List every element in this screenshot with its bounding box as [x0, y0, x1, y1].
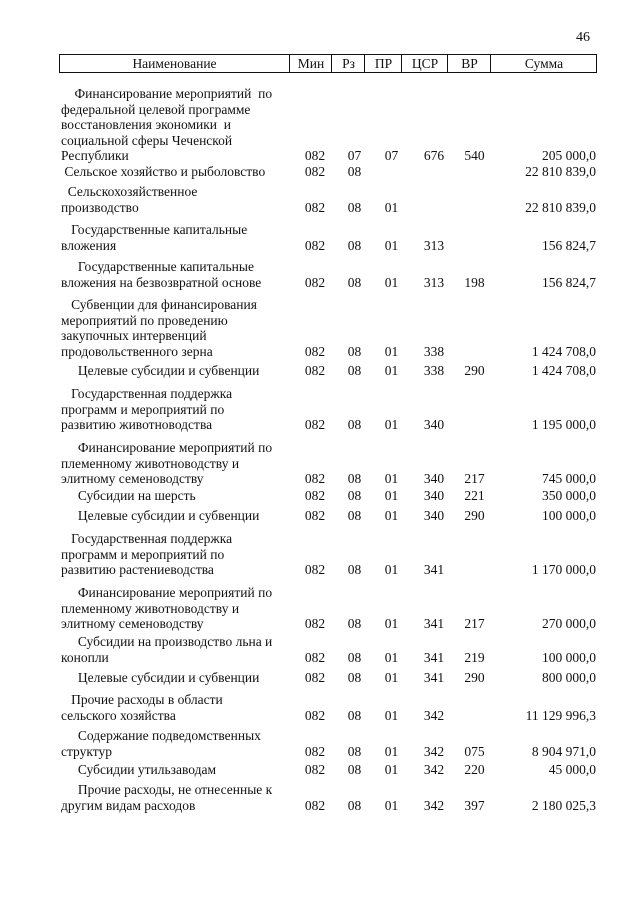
row-sum: 8 904 971,0 — [531, 743, 596, 759]
row-name — [61, 508, 289, 524]
row-rz: 08 — [347, 471, 362, 487]
row-name-line: структур — [61, 743, 112, 759]
row-sum: 156 824,7 — [542, 274, 596, 290]
row-vr: 217 — [464, 471, 485, 487]
row-min: 082 — [304, 274, 326, 290]
row-rz: 07 — [347, 148, 362, 164]
row-name-line: племенному животноводству и — [61, 600, 240, 616]
row-sum: 1 195 000,0 — [531, 417, 596, 433]
row-name-line: Финансирование мероприятий по — [61, 585, 273, 600]
row-name — [61, 488, 289, 504]
row-sum: 45 000,0 — [548, 762, 596, 777]
row-csr: 340 — [423, 471, 445, 487]
row-min: 082 — [304, 762, 326, 777]
row-csr: 341 — [423, 616, 445, 632]
row-pr: 01 — [384, 797, 399, 813]
row-min: 082 — [304, 743, 326, 759]
row-csr: 342 — [423, 707, 445, 723]
row-sum: 100 000,0 — [542, 508, 596, 523]
row-name-line: программ и мероприятий по — [61, 546, 225, 562]
row-name — [61, 670, 289, 686]
row-pr: 07 — [384, 148, 399, 164]
row-rz: 08 — [347, 199, 362, 215]
row-vr: 075 — [464, 743, 485, 759]
row-vr: 198 — [464, 274, 485, 290]
row-min: 082 — [304, 164, 326, 179]
page-number: 46 — [576, 30, 590, 45]
row-vr: 290 — [464, 508, 485, 523]
row-sum: 22 810 839,0 — [525, 164, 596, 179]
row-pr: 01 — [384, 363, 399, 378]
row-name-line: вложения — [61, 237, 117, 253]
row-min: 082 — [304, 488, 326, 503]
row-name-line: Государственная поддержка — [61, 531, 233, 546]
row-min: 082 — [304, 616, 326, 632]
row-name-line: Государственная поддержка — [61, 386, 233, 401]
row-pr: 01 — [384, 471, 399, 487]
row-vr: 219 — [464, 649, 485, 665]
row-csr: 676 — [423, 148, 445, 164]
row-name-line: социальной сферы Чеченской — [61, 132, 233, 148]
row-sum: 205 000,0 — [542, 148, 596, 164]
row-name-line: восстановления экономики и — [61, 117, 232, 133]
row-rz: 08 — [347, 164, 362, 179]
header-rz: Рз — [331, 55, 365, 72]
row-name — [61, 184, 289, 215]
row-rz: 08 — [347, 508, 362, 523]
row-csr: 341 — [423, 649, 445, 665]
row-name-line: федеральной целевой программе — [61, 101, 251, 117]
row-name-line: Сельское хозяйство и рыболовство — [61, 164, 266, 179]
row-name-line: производство — [61, 199, 139, 215]
row-name-line: Целевые субсидии и субвенции — [61, 508, 260, 523]
row-min: 082 — [304, 707, 326, 723]
row-name — [61, 363, 289, 379]
row-csr: 338 — [423, 363, 445, 378]
row-name — [61, 440, 289, 487]
row-name-line: Государственные капитальные — [61, 259, 254, 274]
row-min: 082 — [304, 237, 326, 253]
row-pr: 01 — [384, 237, 399, 253]
row-name — [61, 782, 289, 813]
row-pr: 01 — [384, 616, 399, 632]
row-pr: 01 — [384, 707, 399, 723]
row-name-line: мероприятий по проведению — [61, 312, 228, 328]
row-min: 082 — [304, 649, 326, 665]
row-sum: 1 424 708,0 — [531, 363, 596, 378]
row-name — [61, 259, 289, 290]
row-rz: 08 — [347, 562, 362, 578]
header-sum: Сумма — [490, 55, 597, 72]
row-min: 082 — [304, 343, 326, 359]
row-min: 082 — [304, 471, 326, 487]
row-csr: 340 — [423, 417, 445, 433]
row-csr: 342 — [423, 743, 445, 759]
row-rz: 08 — [347, 363, 362, 378]
row-min: 082 — [304, 199, 326, 215]
row-sum: 350 000,0 — [542, 488, 596, 503]
row-name-line: Финансирование мероприятий по — [61, 440, 273, 455]
row-name-line: Прочие расходы в области — [61, 692, 223, 707]
row-vr: 540 — [464, 148, 485, 164]
row-vr: 221 — [464, 488, 485, 503]
row-sum: 800 000,0 — [542, 670, 596, 685]
row-csr: 313 — [423, 274, 445, 290]
row-sum: 2 180 025,3 — [531, 797, 596, 813]
row-rz: 08 — [347, 237, 362, 253]
row-name-line: развитию растениеводства — [61, 562, 214, 578]
header-vr: ВР — [447, 55, 491, 72]
row-name-line: племенному животноводству и — [61, 455, 240, 471]
row-pr: 01 — [384, 743, 399, 759]
row-name — [61, 762, 289, 778]
row-rz: 08 — [347, 649, 362, 665]
row-name-line: сельского хозяйства — [61, 707, 176, 723]
row-vr: 220 — [464, 762, 485, 777]
row-vr: 397 — [464, 797, 485, 813]
row-name — [61, 728, 289, 759]
row-name — [61, 585, 289, 632]
row-min: 082 — [304, 797, 326, 813]
row-name-line: Субвенции для финансирования — [61, 297, 257, 312]
row-csr: 341 — [423, 670, 445, 685]
row-sum: 270 000,0 — [542, 616, 596, 632]
row-name — [61, 222, 289, 253]
row-name-line: вложения на безвозвратной основе — [61, 274, 262, 290]
row-vr: 217 — [464, 616, 485, 632]
header-pr: ПР — [364, 55, 402, 72]
row-name-line: продовольственного зерна — [61, 343, 213, 359]
row-vr: 290 — [464, 670, 485, 685]
row-rz: 08 — [347, 488, 362, 503]
row-name-line: Государственные капитальные — [61, 222, 248, 237]
row-name — [61, 531, 289, 578]
row-pr: 01 — [384, 199, 399, 215]
row-min: 082 — [304, 417, 326, 433]
row-name-line: Прочие расходы, не отнесенные к — [61, 782, 273, 797]
row-name-line: развитию животноводства — [61, 417, 213, 433]
row-min: 082 — [304, 148, 326, 164]
row-min: 082 — [304, 363, 326, 378]
row-rz: 08 — [347, 417, 362, 433]
row-name-line: Содержание подведомственных — [61, 728, 261, 743]
row-rz: 08 — [347, 797, 362, 813]
row-name-line: Целевые субсидии и субвенции — [61, 363, 260, 378]
row-csr: 340 — [423, 508, 445, 523]
row-csr: 313 — [423, 237, 445, 253]
row-name-line: Субсидии на шерсть — [61, 488, 196, 503]
header-csr: ЦСР — [401, 55, 448, 72]
row-sum: 11 129 996,3 — [525, 707, 596, 723]
header-min: Мин — [289, 55, 332, 72]
row-name-line: Субсидии утильзаводам — [61, 762, 217, 777]
row-name-line: Субсидии на производство льна и — [61, 634, 273, 649]
row-min: 082 — [304, 670, 326, 685]
row-name — [61, 386, 289, 433]
row-rz: 08 — [347, 343, 362, 359]
row-rz: 08 — [347, 743, 362, 759]
row-pr: 01 — [384, 562, 399, 578]
row-min: 082 — [304, 508, 326, 523]
row-rz: 08 — [347, 762, 362, 777]
row-csr: 342 — [423, 797, 445, 813]
row-csr: 338 — [423, 343, 445, 359]
row-pr: 01 — [384, 649, 399, 665]
row-pr: 01 — [384, 417, 399, 433]
header-name: Наименование — [132, 56, 217, 71]
row-name-line: конопли — [61, 649, 109, 665]
row-sum: 1 424 708,0 — [531, 343, 596, 359]
row-rz: 08 — [347, 707, 362, 723]
row-pr: 01 — [384, 670, 399, 685]
row-name — [61, 634, 289, 665]
row-name-line: Республики — [61, 148, 129, 164]
row-name-line: другим видам расходов — [61, 797, 196, 813]
row-csr: 342 — [423, 762, 445, 777]
row-name — [61, 164, 289, 180]
row-name — [61, 86, 289, 164]
row-sum: 156 824,7 — [542, 237, 596, 253]
row-name-line: Финансирование мероприятий по — [61, 86, 273, 101]
row-pr: 01 — [384, 762, 399, 777]
row-csr: 341 — [423, 562, 445, 578]
row-pr: 01 — [384, 508, 399, 523]
row-sum: 1 170 000,0 — [531, 562, 596, 578]
row-pr: 01 — [384, 274, 399, 290]
row-csr: 340 — [423, 488, 445, 503]
row-name-line: элитному семеноводству — [61, 471, 204, 487]
row-min: 082 — [304, 562, 326, 578]
row-name-line: программ и мероприятий по — [61, 401, 225, 417]
row-rz: 08 — [347, 670, 362, 685]
row-sum: 745 000,0 — [542, 471, 596, 487]
row-vr: 290 — [464, 363, 485, 378]
table-header — [59, 54, 597, 73]
row-sum: 22 810 839,0 — [525, 199, 596, 215]
row-rz: 08 — [347, 616, 362, 632]
row-pr: 01 — [384, 488, 399, 503]
row-name — [61, 297, 289, 359]
row-sum: 100 000,0 — [542, 649, 596, 665]
row-rz: 08 — [347, 274, 362, 290]
row-pr: 01 — [384, 343, 399, 359]
row-name-line: элитному семеноводству — [61, 616, 204, 632]
row-name-line: Сельскохозяйственное — [61, 184, 198, 199]
row-name-line: закупочных интервенций — [61, 328, 207, 344]
row-name — [61, 692, 289, 723]
row-name-line: Целевые субсидии и субвенции — [61, 670, 260, 685]
